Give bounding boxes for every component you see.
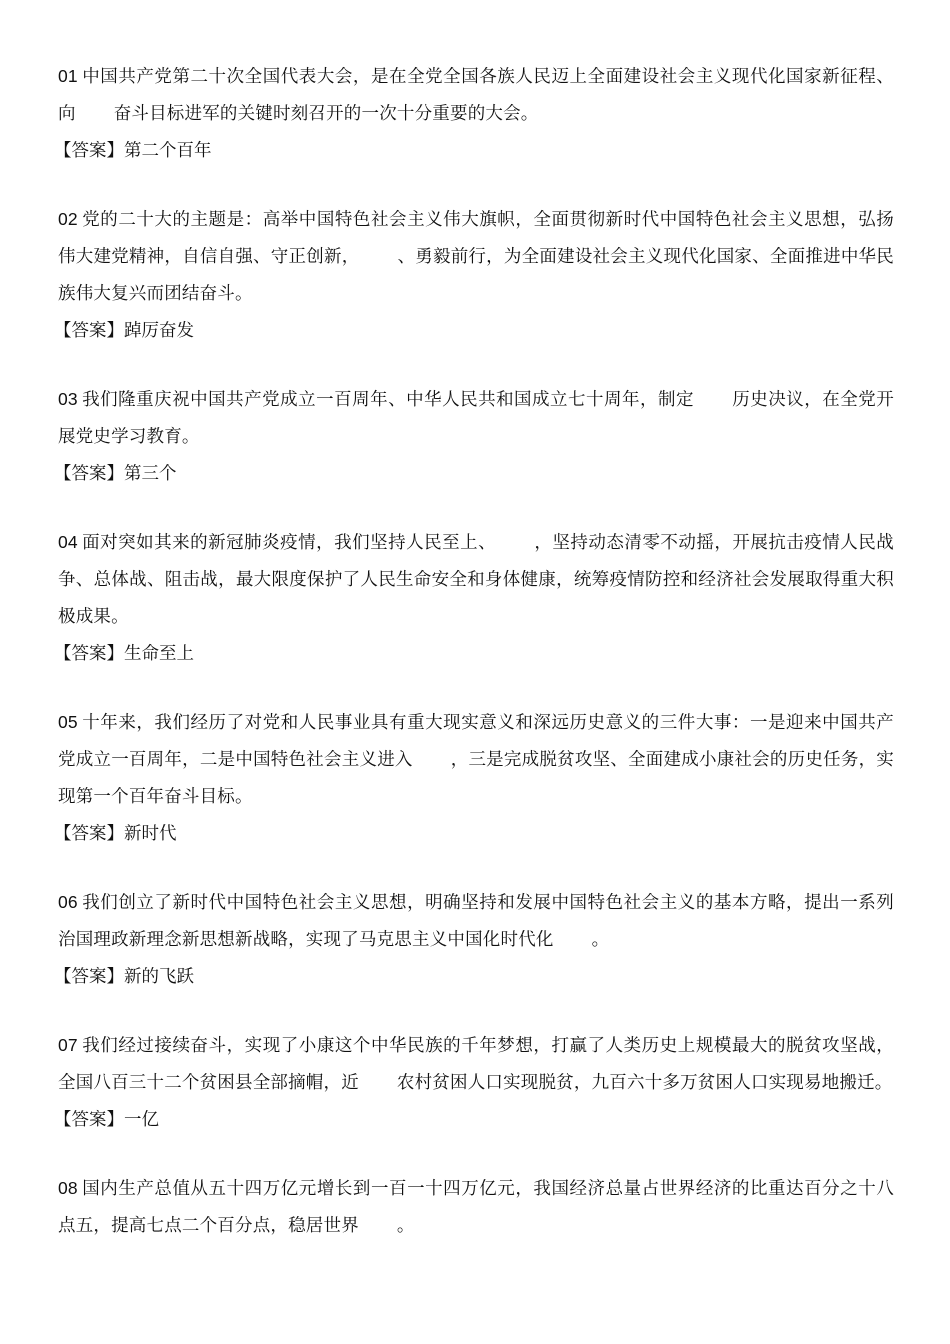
- answer-label: 【答案】: [54, 141, 124, 161]
- question-number: 08: [58, 1178, 78, 1198]
- question-text-after: 奋斗目标进军的关键时刻召开的一次十分重要的大会。: [113, 104, 539, 124]
- answer-line: [54, 133, 894, 170]
- question-text-before: 中国共产党第二十次全国代表大会，是在全党全国各族人民迈上全面建设社会主义现代化国家新征程、向: [58, 67, 894, 124]
- question-text-before: 我们经过接续奋斗，实现了小康这个中华民族的千年梦想，打赢了人类历史上规模最大的脱贫攻坚战，全国八百三十二个贫困县全部摘帽，近: [58, 1036, 894, 1093]
- question-text-before: 党的二十大的主题是：高举中国特色社会主义伟大旗帜，全面贯彻新时代中国特色社会主义思想，弘扬伟大建党精神，自信自强、守正创新，: [58, 210, 894, 267]
- question-text: [58, 1027, 894, 1102]
- answer-label: 【答案】: [54, 1110, 124, 1130]
- question-text-before: 国内生产总值从五十四万亿元增长到一百一十四万亿元，我国经济总量占世界经济的比重达百分之十八点五，提高七点二个百分点，稳居世界: [58, 1179, 894, 1236]
- question-number: 02: [58, 209, 78, 229]
- answer-line: [54, 636, 894, 673]
- question-item-05: [54, 704, 895, 853]
- answer-text: 生命至上: [124, 644, 194, 664]
- answer-label: 【答案】: [54, 321, 124, 341]
- question-item-06: [54, 884, 894, 996]
- question-text: [58, 1170, 894, 1245]
- answer-text: 第二个百年: [124, 141, 212, 161]
- answer-line: [54, 816, 894, 853]
- question-number: 07: [58, 1035, 78, 1055]
- question-number: 03: [58, 389, 78, 409]
- answer-text: 新时代: [124, 824, 177, 844]
- question-text: [58, 524, 894, 636]
- question-text-before: 十年来，我们经历了对党和人民事业具有重大现实意义和深远历史意义的三件大事：一是迎来中国共产党成立一百周年，二是中国特色社会主义进入: [58, 713, 894, 770]
- question-item-07: [54, 1027, 894, 1139]
- answer-label: 【答案】: [54, 824, 124, 844]
- question-number: 01: [58, 66, 78, 86]
- answer-line: [54, 1102, 894, 1139]
- answer-text: 踔厉奋发: [124, 321, 194, 341]
- answer-text: 一亿: [124, 1110, 159, 1130]
- answer-label: 【答案】: [54, 464, 124, 484]
- answer-text: 第三个: [124, 464, 177, 484]
- document-page: [54, 58, 895, 1276]
- answer-line: [54, 959, 894, 996]
- question-text: [58, 884, 894, 959]
- question-text-after: 历史决议，在全党开展党史学习教育。: [58, 390, 894, 447]
- question-item-08: [58, 1170, 894, 1245]
- question-text-before: 我们创立了新时代中国特色社会主义思想，明确坚持和发展中国特色社会主义的基本方略，提出一系列治国理政新理念新思想新战略，实现了马克思主义中国化时代化: [58, 893, 894, 950]
- question-item-03: [54, 381, 894, 493]
- question-text: [58, 381, 894, 456]
- question-text: [58, 201, 894, 313]
- question-number: 05: [58, 712, 78, 732]
- answer-line: [54, 313, 894, 350]
- answer-label: 【答案】: [54, 644, 124, 664]
- question-text: [58, 704, 894, 816]
- question-text-before: 我们隆重庆祝中国共产党成立一百周年、中华人民共和国成立七十周年，制定: [81, 390, 695, 410]
- question-text-after: 。: [591, 930, 610, 950]
- question-text-before: 面对突如其来的新冠肺炎疫情，我们坚持人民至上、: [81, 533, 497, 553]
- question-number: 06: [58, 892, 78, 912]
- question-text-after: 农村贫困人口实现脱贫，九百六十多万贫困人口实现易地搬迁。: [396, 1073, 893, 1093]
- question-text: [58, 58, 894, 133]
- answer-text: 新的飞跃: [124, 967, 194, 987]
- question-text-after: 、勇毅前行，为全面建设社会主义现代化国家、全面推进中华民族伟大复兴而团结奋斗。: [58, 247, 894, 304]
- question-item-02: [54, 201, 894, 350]
- question-number: 04: [58, 532, 78, 552]
- question-text-after: ，坚持动态清零不动摇，开展抗击疫情人民战争、总体战、阻击战，最大限度保护了人民生命安全和身体健康，统筹疫情防控和经济社会发展取得重大积极成果。: [58, 533, 894, 627]
- question-item-01: [54, 58, 894, 170]
- answer-line: [54, 456, 894, 493]
- answer-label: 【答案】: [54, 967, 124, 987]
- question-text-after: ，三是完成脱贫攻坚、全面建成小康社会的历史任务，实现第一个百年奋斗目标。: [58, 750, 895, 807]
- question-item-04: [54, 524, 894, 673]
- question-text-after: 。: [396, 1216, 415, 1236]
